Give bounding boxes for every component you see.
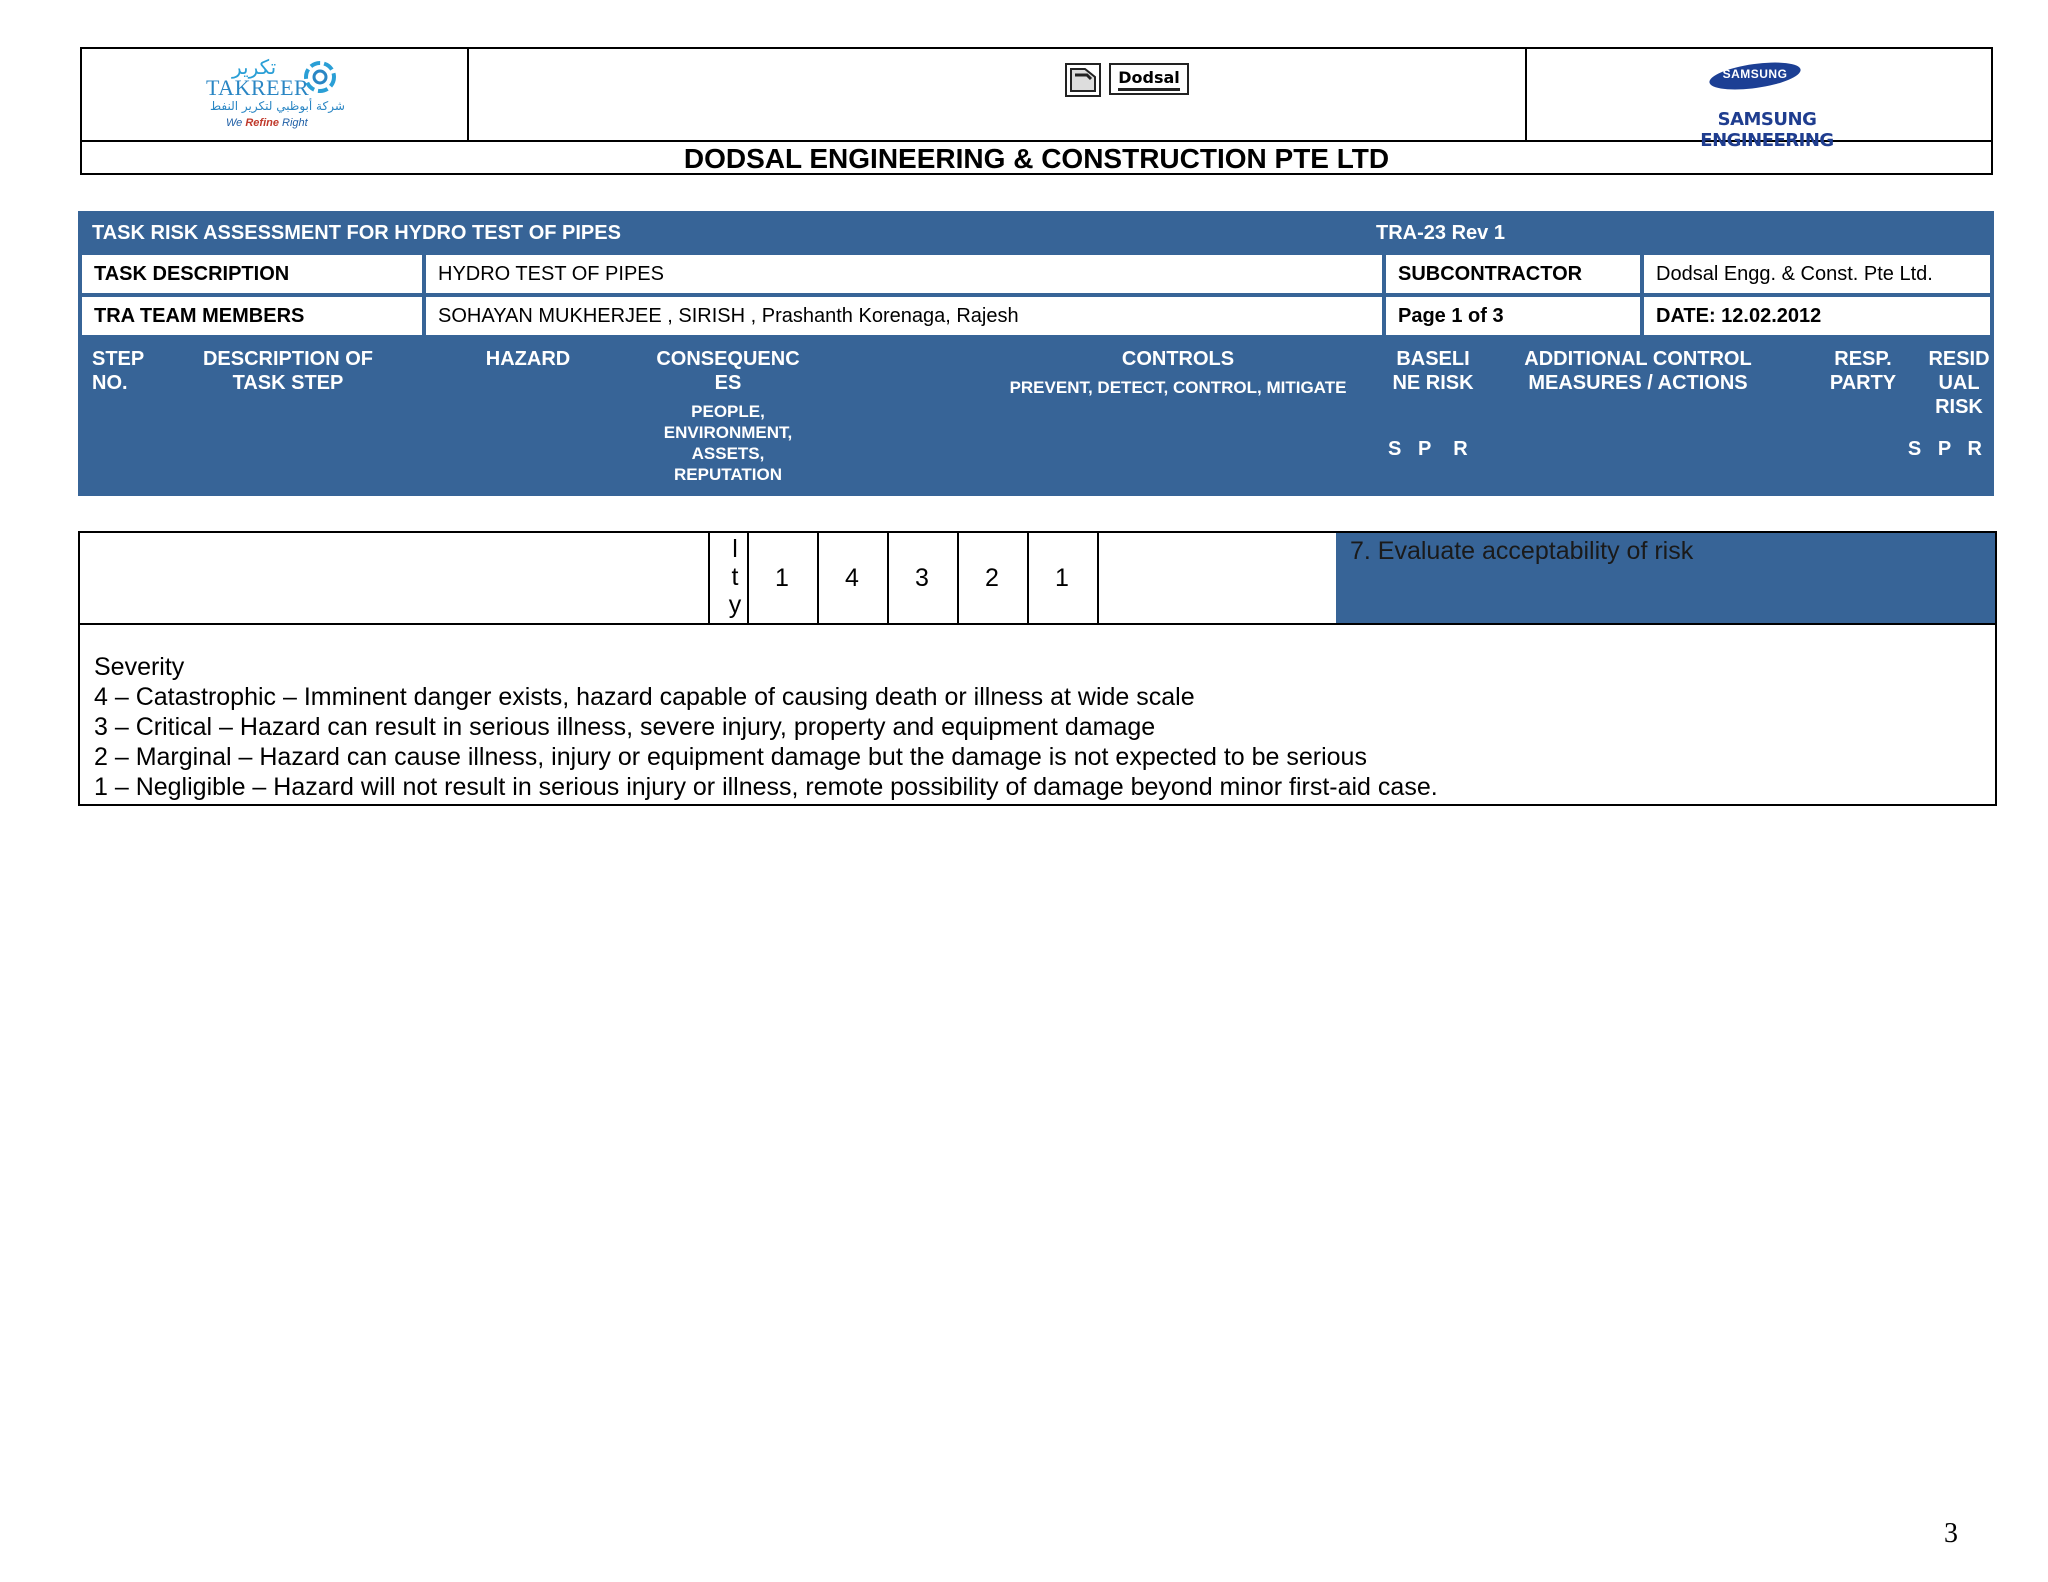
subcontractor-label: SUBCONTRACTOR [1386, 255, 1640, 293]
score-value: 3 [915, 564, 929, 592]
col-description: DESCRIPTION OF TASK STEP [202, 348, 373, 394]
score-value: 1 [775, 564, 789, 592]
company-title: DODSAL ENGINEERING & CONSTRUCTION PTE LTD [683, 143, 1390, 174]
score-value: 2 [985, 564, 999, 592]
col-additional-controls: ADDITIONAL CONTROL MEASURES / ACTIONS [1524, 348, 1752, 394]
takreer-logo-cell [82, 49, 469, 140]
takreer-logo [202, 55, 362, 135]
subcontractor-value: Dodsal Engg. & Const. Pte Ltd. [1644, 255, 1990, 293]
takreer-arabic-subtitle: شركة أبوظبي لتكرير النفط [210, 99, 345, 113]
col-residual-risk: RESID UAL RISK [1928, 348, 1990, 418]
severity-heading: Severity [94, 653, 185, 681]
col-resp-party: RESP. PARTY [1829, 348, 1897, 394]
score-value: 4 [845, 564, 859, 592]
dodsal-logo [1065, 63, 1205, 99]
document-header [80, 47, 1993, 175]
dodsal-logo-cell [469, 49, 1527, 140]
col-hazard: HAZARD [485, 348, 571, 370]
risk-scoring-row [78, 531, 1997, 625]
document-date: DATE: 12.02.2012 [1644, 297, 1990, 335]
col-baseline-risk: BASELI NE RISK [1392, 348, 1474, 394]
severity-legend [78, 623, 1997, 806]
page-number: 3 [1944, 1518, 1958, 1549]
tra-table [78, 211, 1994, 496]
team-members-label: TRA TEAM MEMBERS [82, 297, 422, 335]
severity-level-3: 3 – Critical – Hazard can result in serious illness, severe injury, property and equipment damage [94, 713, 1156, 741]
dodsal-emblem-icon [1065, 63, 1101, 97]
severity-level-4: 4 – Catastrophic – Imminent danger exists, hazard capable of causing death or illness at wide scale [94, 683, 1195, 711]
score-value: 1 [1055, 564, 1069, 592]
cell-divider [1097, 533, 1099, 623]
page-count: Page 1 of 3 [1386, 297, 1640, 335]
baseline-spr: S P R [1388, 438, 1468, 460]
team-members-value: SOHAYAN MUKHERJEE , SIRISH , Prashanth Korenaga, Rajesh [426, 297, 1382, 335]
col-controls-sub: PREVENT, DETECT, CONTROL, MITIGATE [1009, 378, 1347, 397]
tra-title: TASK RISK ASSESSMENT FOR HYDRO TEST OF PIPES [92, 222, 621, 244]
samsung-logo-cell [1527, 49, 1991, 151]
col-consequences-sub: PEOPLE, ENVIRONMENT, ASSETS, REPUTATION [663, 402, 793, 484]
dodsal-wordmark: Dodsal [1109, 63, 1189, 95]
col-step-no: STEP NO. [92, 348, 145, 394]
col-controls: CONTROLS PREVENT, DETECT, CONTROL, MITIGATE [938, 347, 1418, 398]
logo-row [82, 49, 1991, 151]
ity-letters: l t y [728, 535, 742, 619]
task-description-value: HYDRO TEST OF PIPES [426, 255, 1382, 293]
takreer-tagline: We Refine Right [226, 117, 308, 129]
residual-spr: S P R [1907, 438, 1982, 460]
samsung-engineering-text: SAMSUNG ENGINEERING [1700, 109, 1834, 151]
evaluate-risk-cell [1336, 533, 1995, 623]
takreer-name: TAKREER [206, 75, 310, 100]
samsung-oval-text: SAMSUNG [1722, 67, 1788, 81]
severity-level-1: 1 – Negligible – Hazard will not result in serious injury or illness, remote possibility of damage beyond minor first-aid case. [94, 773, 1438, 801]
task-description-label: TASK DESCRIPTION [82, 255, 422, 293]
col-consequences: CONSEQUENC ES PEOPLE, ENVIRONMENT, ASSETS, REPUTATION [638, 347, 818, 485]
cell-divider [708, 533, 710, 623]
severity-level-2: 2 – Marginal – Hazard can cause illness, injury or equipment damage but the damage is not expected to be serious [94, 743, 1367, 771]
evaluate-risk-text: 7. Evaluate acceptability of risk [1350, 537, 1694, 565]
samsung-logo [1657, 59, 1877, 151]
takreer-arabic-name: تكرير [232, 55, 277, 79]
tra-reference: TRA-23 Rev 1 [1376, 222, 1505, 244]
